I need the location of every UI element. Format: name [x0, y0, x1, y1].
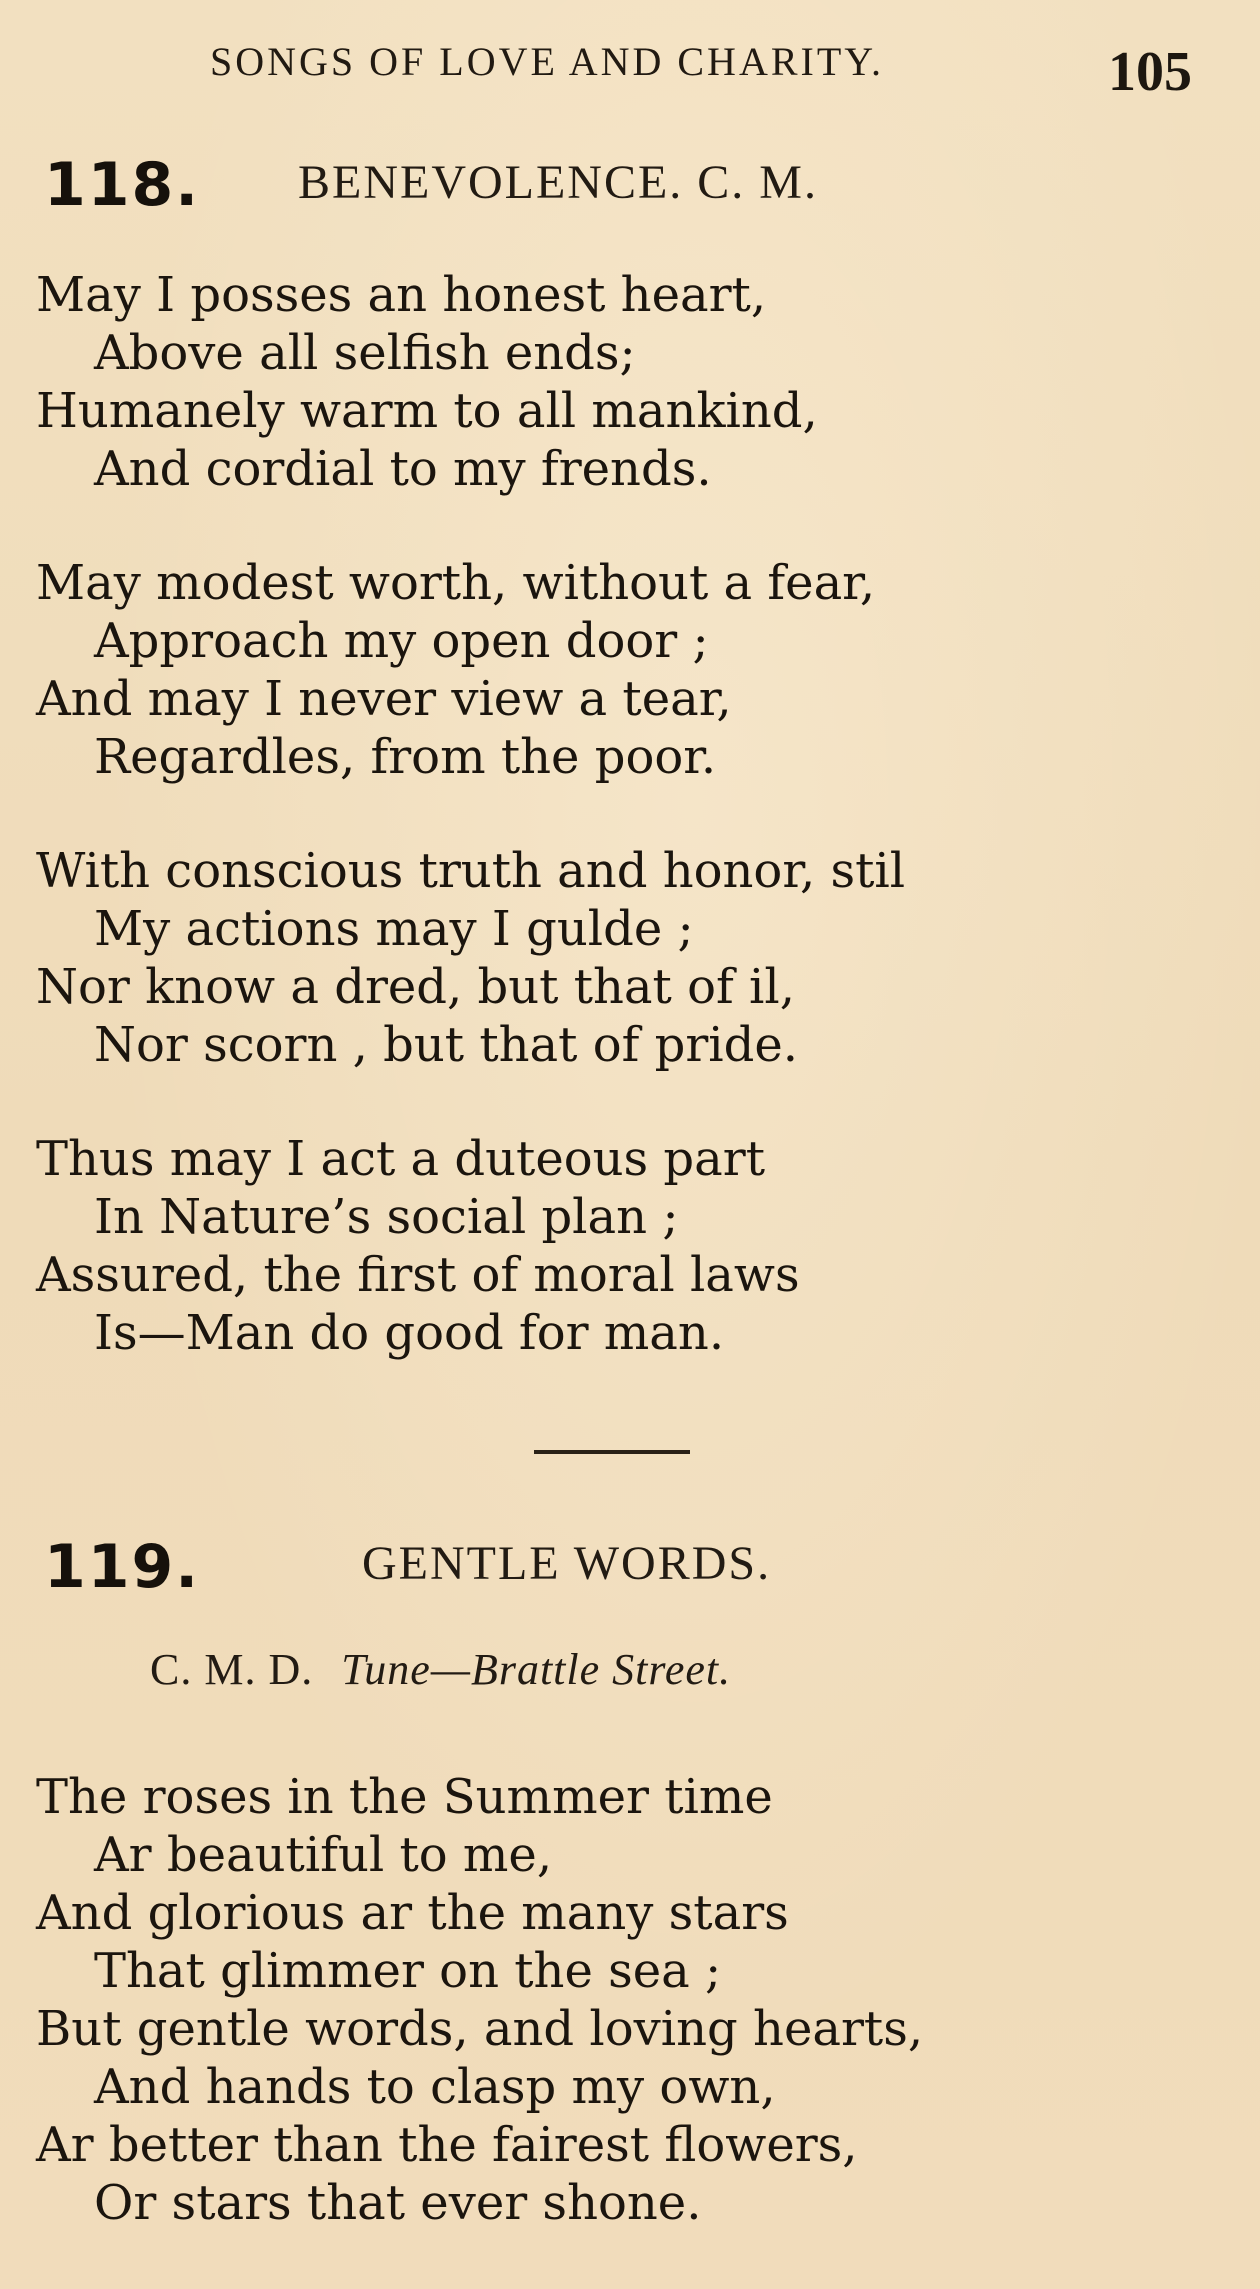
- verse-line: That glimmer on the sea ;: [94, 1943, 722, 1999]
- hymn-119-title: GENTLE WORDS.: [362, 1537, 772, 1590]
- verse-line: Approach my open door ;: [94, 613, 709, 669]
- verse-line: With conscious truth and honor, stil: [36, 843, 906, 899]
- hymn-118-title: BENEVOLENCE. C. M.: [298, 156, 818, 209]
- verse-line: Thus may I act a duteous part: [36, 1131, 765, 1187]
- verse-line: Is—Man do good for man.: [94, 1305, 725, 1361]
- verse-line: Assured, the first of moral laws: [36, 1247, 800, 1303]
- verse-line: In Nature’s social plan ;: [94, 1189, 679, 1245]
- hymn-118-verse-3: [36, 842, 905, 1074]
- hymn-118-number: 118.: [44, 150, 201, 220]
- verse-line: May modest worth, without a fear,: [36, 555, 876, 611]
- hymn-118-verse-2: [36, 554, 875, 786]
- running-head: SONGS OF LOVE AND CHARITY.: [210, 39, 884, 84]
- verse-line: And glorious ar the many stars: [36, 1885, 789, 1941]
- verse-line: Nor know a dred, but that of il,: [36, 959, 795, 1015]
- verse-line: Humanely warm to all mankind,: [36, 383, 818, 439]
- hymn-119-meter-line: [150, 1644, 731, 1695]
- verse-line: My actions may I gulde ;: [94, 901, 694, 957]
- verse-line: And may I never view a tear,: [36, 671, 732, 727]
- meter: C. M. D.: [150, 1645, 314, 1694]
- hymn-118-verse-4: [36, 1130, 800, 1362]
- tune-name: Tune—Brattle Street.: [341, 1645, 732, 1694]
- verse-line: May I posses an honest heart,: [36, 267, 767, 323]
- verse-line: Regardles, from the poor.: [94, 729, 717, 785]
- verse-line: Nor scorn , but that of pride.: [94, 1017, 799, 1073]
- hymn-118-verse-1: [36, 266, 818, 498]
- verse-line: But gentle words, and loving hearts,: [36, 2001, 924, 2057]
- verse-line: The roses in the Summer time: [36, 1769, 773, 1825]
- hymn-119-verse-1: [36, 1768, 923, 2232]
- verse-line: And cordial to my frends.: [94, 441, 712, 497]
- verse-line: Or stars that ever shone.: [94, 2175, 702, 2231]
- page-number: 105: [1108, 41, 1192, 103]
- verse-line: Ar better than the fairest flowers,: [36, 2117, 858, 2173]
- verse-line: And hands to clasp my own,: [94, 2059, 776, 2115]
- verse-line: Above all selfish ends;: [94, 325, 636, 381]
- verse-line: Ar beautiful to me,: [94, 1827, 553, 1883]
- hymn-119-number: 119.: [44, 1532, 201, 1602]
- section-divider: [534, 1450, 690, 1454]
